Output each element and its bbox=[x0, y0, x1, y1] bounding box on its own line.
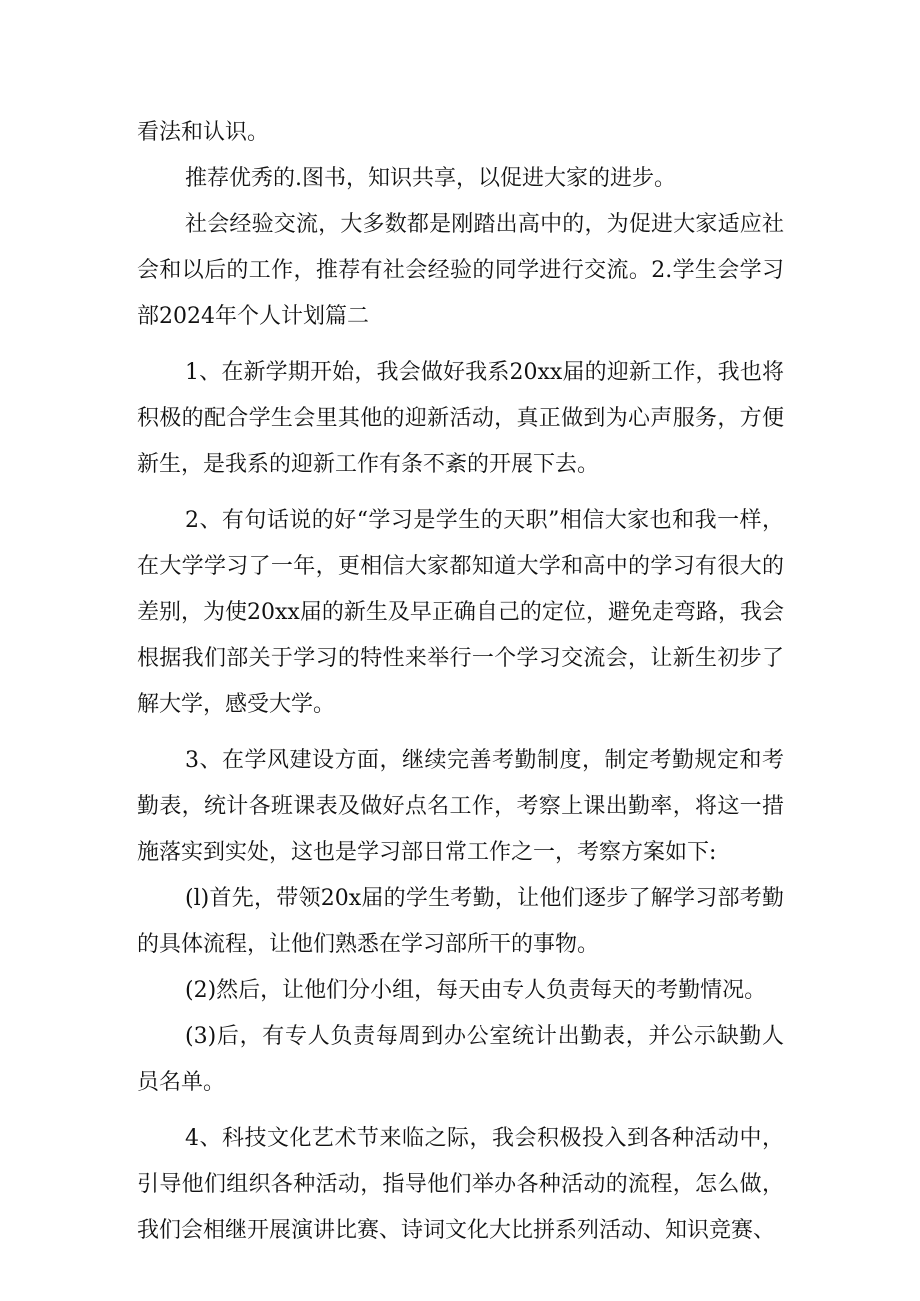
paragraph-1: 看法和认识。 bbox=[137, 120, 270, 145]
paragraph-3: 社会经验交流，大多数都是刚踏出高中的，为促进大家适应社会和以后的工作，推荐有社会经验的同学进行交流。2.学生会学习部2024年个人计划篇二 bbox=[137, 212, 784, 329]
paragraph-9: (3)后，有专人负责每周到办公室统计出勤表，并公示缺勤人员名单。 bbox=[137, 1024, 784, 1095]
paragraph-7: (l)首先，带领20x届的学生考勤，让他们逐步了解学习部考勤的具体流程，让他们熟悉在学习部所干的事物。 bbox=[137, 886, 784, 957]
paragraph-2: 推荐优秀的.图书，知识共享，以促进大家的进步。 bbox=[185, 166, 676, 191]
paragraph-4: 1、在新学期开始，我会做好我系20xx届的迎新工作，我也将积极的配合学生会里其他的迎新活动，真正做到为心声服务，方便新生，是我系的迎新工作有条不紊的开展下去。 bbox=[137, 360, 784, 477]
paragraph-10: 4、科技文化艺术节来临之际，我会积极投入到各种活动中，引导他们组织各种活动，指导他们举办各种活动的流程，怎么做，我们会相继开展演讲比赛、诗词文化大比拼系列活动、知识竞赛、 bbox=[137, 1126, 784, 1243]
paragraph-5: 2、有句话说的好“学习是学生的天职”相信大家也和我一样，在大学学习了一年，更相信大家都知道大学和高中的学习有很大的差别，为使20xx届的新生及早正确自己的定位，避免走弯路，我会根据我们部关于学习的特性来举行一个学习交流会，让新生初步了解大学，感受大学。 bbox=[137, 508, 784, 717]
paragraph-6: 3、在学风建设方面，继续完善考勤制度，制定考勤规定和考勤表，统计各班课表及做好点名工作，考察上课出勤率，将这一措施落实到实处，这也是学习部日常工作之一，考察方案如下: bbox=[137, 748, 784, 865]
paragraph-8: (2)然后，让他们分小组，每天由专人负责每天的考勤情况。 bbox=[185, 978, 767, 1003]
